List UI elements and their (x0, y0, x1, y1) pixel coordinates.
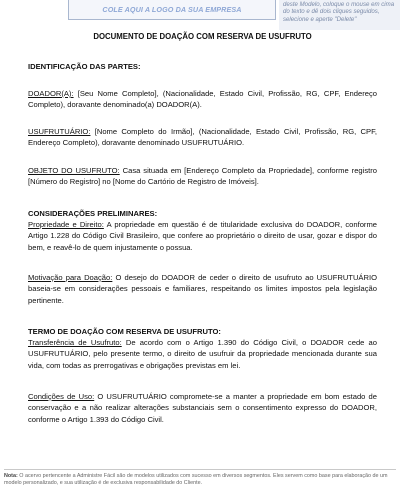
objeto-label: OBJETO DO USUFRUTO: (28, 166, 120, 175)
propriedade-paragraph (28, 219, 377, 253)
termo-heading: TERMO DE DOAÇÃO COM RESERVA DE USUFRUTO: (28, 327, 221, 336)
transferencia-paragraph (28, 337, 377, 371)
footer-note (4, 469, 396, 487)
logo-placeholder-text: COLE AQUI A LOGO DA SUA EMPRESA (102, 5, 242, 14)
objeto-paragraph (28, 165, 377, 188)
motivacao-label: Motivação para Doação: (28, 273, 113, 282)
instruction-note-text: deste Modelo, coloque o mouse em cima do texto e dê dois cliques seguidos, selecione e aperte "Delete" (283, 1, 395, 23)
identification-heading: IDENTIFICAÇÃO DAS PARTES: (28, 62, 141, 71)
logo-placeholder (68, 0, 276, 20)
usufrutuario-label: USUFRUTUÁRIO: (28, 127, 91, 136)
doador-paragraph (28, 88, 377, 111)
condicoes-text: O USUFRUTUÁRIO compromete-se a manter a propriedade em bom estado de conservação e a não realizar alterações substanciais sem o consentimento expresso do DOADOR, conforme o Artigo 1.393 do Código Civil. (28, 392, 377, 424)
transferencia-text: De acordo com o Artigo 1.390 do Código Civil, o DOADOR cede ao USUFRUTUÁRIO, pelo presente termo, o direito de usufruir da propriedade mencionada durante sua vida, com todas as prerrogativas e obrigações previstas em lei. (28, 338, 377, 370)
footer-label: Nota: (4, 473, 18, 479)
instruction-note (279, 0, 400, 30)
consideracoes-heading: CONSIDERAÇÕES PRELIMINARES: (28, 209, 158, 218)
doador-text: [Seu Nome Completo], (Nacionalidade, Estado Civil, Profissão, RG, CPF, Endereço Completo), doravante denominado(a) DOADOR(A). (28, 89, 377, 110)
propriedade-text: A propriedade em questão é de titularidade exclusiva do DOADOR, conforme Artigo 1.228 do Código Civil Brasileiro, que confere ao proprietário o direito de usar, gozar e dispor do bem, e reavê-lo de quem injustamente o possua. (28, 220, 377, 252)
document-title: DOCUMENTO DE DOAÇÃO COM RESERVA DE USUFRUTO (93, 32, 312, 41)
doador-label: DOADOR(A): (28, 89, 74, 98)
motivacao-paragraph (28, 272, 377, 306)
propriedade-label: Propriedade e Direito: (28, 220, 104, 229)
condicoes-paragraph (28, 391, 377, 425)
condicoes-label: Condições de Uso: (28, 392, 95, 401)
motivacao-text: O desejo do DOADOR de ceder o direito de usufruto ao USUFRUTUÁRIO baseia-se em considerações pessoais e familiares, respeitando os limites impostos pela legislação pertinente. (28, 273, 377, 305)
transferencia-label: Transferência de Usufruto: (28, 338, 122, 347)
footer-text: O acervo pertencente a Administre Fácil são de modelos utilizados com sucesso em diversos segmentos. Eles servem como base para elaboração de um modelo personalizado, e sua utilização é de exclusiva responsabilidade do Cliente. (4, 473, 388, 486)
usufrutuario-text: [Nome Completo do Irmão], (Nacionalidade, Estado Civil, Profissão, RG, CPF, Endereço Completo), doravante denominado USUFRUTUÁRIO. (28, 127, 377, 148)
usufrutuario-paragraph (28, 126, 377, 149)
objeto-text: Casa situada em [Endereço Completo da Propriedade], conforme registro [Número do Registro] no [Nome do Cartório de Registro de Imóveis]. (28, 166, 377, 187)
